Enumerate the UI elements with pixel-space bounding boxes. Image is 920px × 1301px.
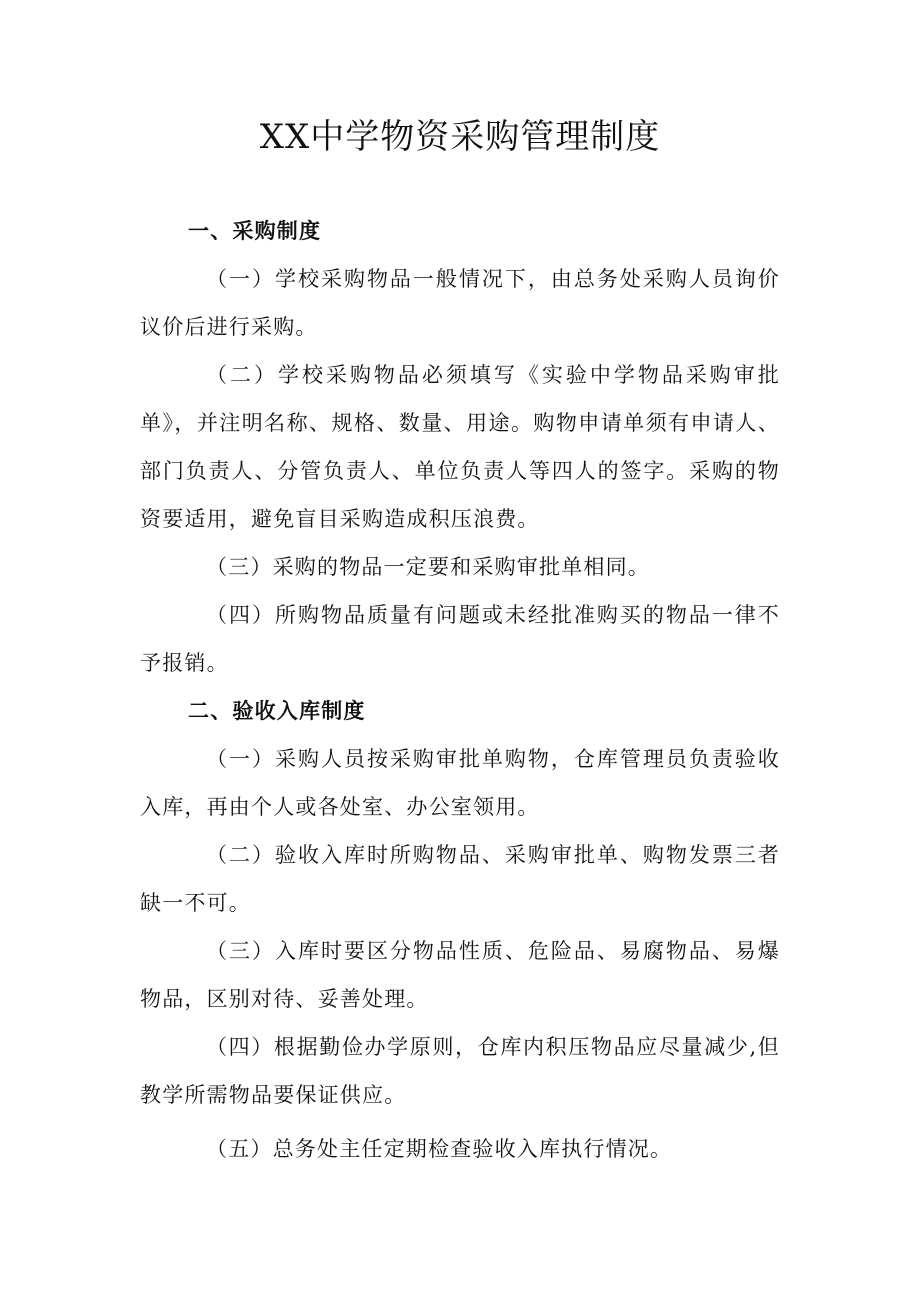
section-inspection-storage: [140, 687, 780, 1173]
section-procurement: [140, 207, 780, 687]
paragraph: （一）学校采购物品一般情况下，由总务处采购人员询价议价后进行采购。: [140, 267, 780, 339]
section-heading: 二、验收入库制度: [188, 699, 366, 723]
paragraph: （五）总务处主任定期检查验收入库执行情况。: [206, 1137, 673, 1161]
paragraph: （四）根据勤俭办学原则，仓库内积压物品应尽量减少,但教学所需物品要保证供应。: [140, 1035, 780, 1107]
paragraph: （三）采购的物品一定要和采购审批单相同。: [206, 555, 650, 579]
document-body: [140, 207, 780, 1173]
document-title: XX中学物资采购管理制度: [259, 117, 661, 157]
section-heading: 一、采购制度: [188, 219, 322, 243]
paragraph: （三）入库时要区分物品性质、危险品、易腐物品、易爆物品，区别对待、妥善处理。: [140, 939, 780, 1011]
paragraph: （一）采购人员按采购审批单购物，仓库管理员负责验收入库，再由个人或各处室、办公室领用。: [140, 747, 780, 819]
paragraph: （四）所购物品质量有问题或未经批准购买的物品一律不予报销。: [140, 603, 780, 675]
paragraph: （二）验收入库时所购物品、采购审批单、购物发票三者缺一不可。: [140, 843, 780, 915]
paragraph: （二）学校采购物品必须填写《实验中学物品采购审批单》，并注明名称、规格、数量、用途。购物申请单须有申请人、部门负责人、分管负责人、单位负责人等四人的签字。采购的物资要适用，避免盲目采购造成积压浪费。: [140, 363, 780, 531]
